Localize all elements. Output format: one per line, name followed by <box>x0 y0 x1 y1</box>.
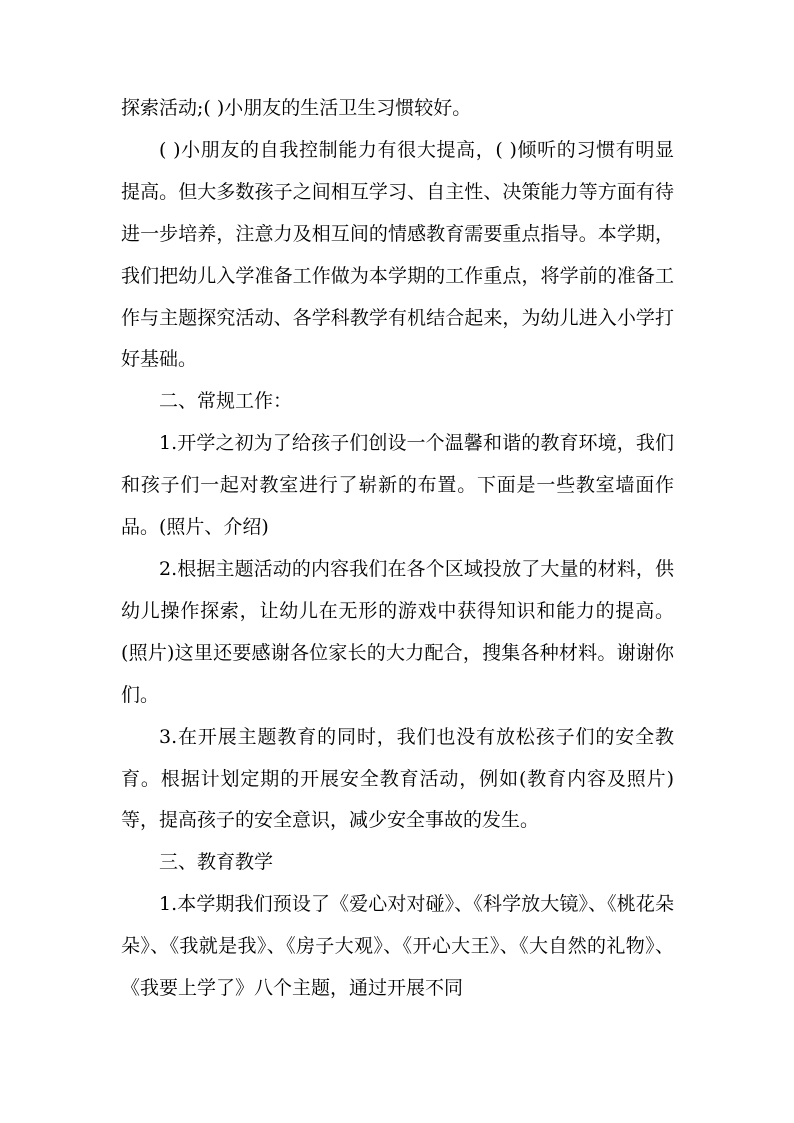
section-heading-routine-work: 二、常规工作： <box>159 390 293 413</box>
document-body <box>121 88 674 1010</box>
paragraph-class-overview: ( )小朋友的自我控制能力有很大提高，( )倾听的习惯有明显提高。但大多数孩子之间相互学习、自主性、决策能力等方面有待进一步培养，注意力及相互间的情感教育需要重点指导。本学期，我们把幼儿入学准备工作做为本学期的工作重点，将学前的准备工作与主题探究活动、各学科教学有机结合起来，为幼儿进入小学打好基础。 <box>121 138 674 371</box>
paragraph-routine-item-2: 2.根据主题活动的内容我们在各个区域投放了大量的材料，供幼儿操作探索，让幼儿在无形的游戏中获得知识和能力的提高。(照片)这里还要感谢各位家长的大力配合，搜集各种材料。谢谢你们。 <box>121 557 674 706</box>
paragraph-continuation: 探索活动;( )小朋友的生活卫生习惯较好。 <box>121 97 472 119</box>
paragraph-routine-item-1: 1.开学之初为了给孩子们创设一个温馨和谐的教育环境，我们和孩子们一起对教室进行了崭新的布置。下面是一些教室墙面作品。(照片、介绍) <box>121 432 674 539</box>
paragraph-teaching-item-1: 1.本学期我们预设了《爱心对对碰》、《科学放大镜》、《桃花朵朵》、《我就是我》、《房子大观》、《开心大王》、《大自然的礼物》、《我要上学了》八个主题，通过开展不同 <box>121 893 674 1000</box>
section-heading-teaching: 三、教育教学 <box>159 851 274 874</box>
paragraph-routine-item-3: 3.在开展主题教育的同时，我们也没有放松孩子们的安全教育。根据计划定期的开展安全教育活动，例如(教育内容及照片)等，提高孩子的安全意识，减少安全事故的发生。 <box>121 725 674 832</box>
